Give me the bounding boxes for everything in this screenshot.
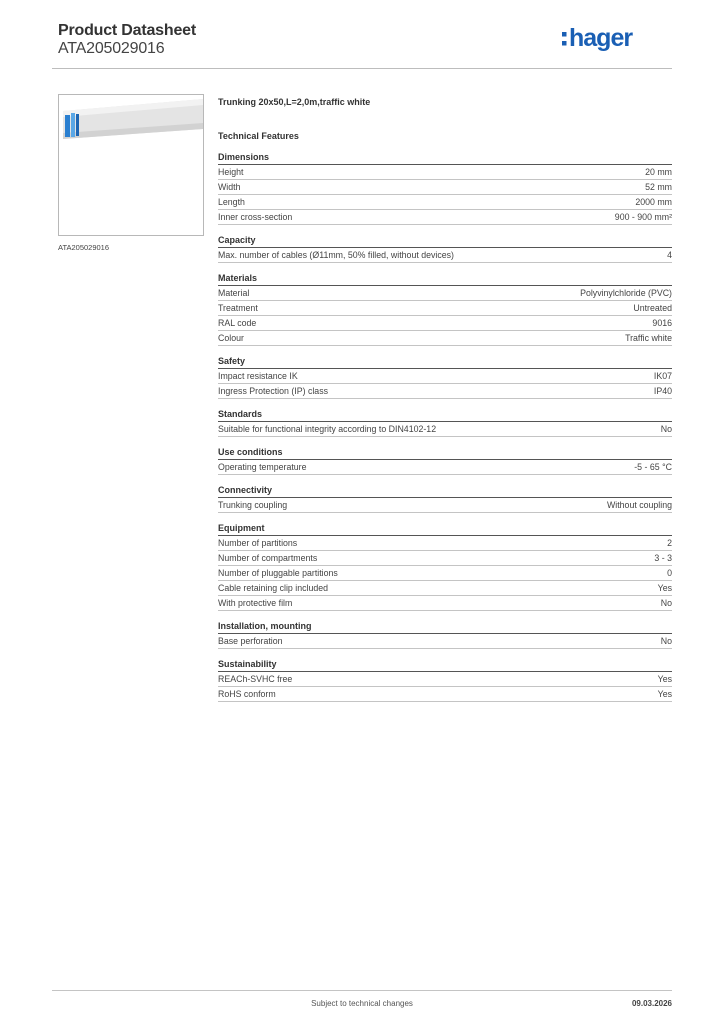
feature-value: 20 mm bbox=[645, 167, 672, 177]
product-reference: ATA205029016 bbox=[58, 40, 165, 57]
feature-value: Untreated bbox=[633, 303, 672, 313]
feature-label: Ingress Protection (IP) class bbox=[218, 386, 328, 396]
feature-value: Without coupling bbox=[606, 500, 672, 510]
group-title: Materials bbox=[218, 272, 672, 286]
feature-group bbox=[218, 408, 672, 437]
feature-label: RoHS conform bbox=[218, 689, 276, 699]
feature-value: Yes bbox=[657, 583, 672, 593]
feature-row bbox=[218, 286, 672, 301]
feature-label: Suitable for functional integrity according to DIN4102-12 bbox=[218, 424, 437, 434]
group-title: Dimensions bbox=[218, 151, 672, 165]
product-image bbox=[58, 94, 204, 236]
feature-label: Height bbox=[218, 167, 244, 177]
feature-value: No bbox=[660, 424, 672, 434]
feature-value: IK07 bbox=[653, 371, 672, 381]
hager-logo bbox=[560, 24, 676, 60]
header-divider bbox=[52, 68, 672, 69]
feature-row bbox=[218, 165, 672, 180]
feature-row bbox=[218, 498, 672, 513]
feature-value: IP40 bbox=[653, 386, 672, 396]
group-title: Capacity bbox=[218, 234, 672, 248]
technical-features-title: Technical Features bbox=[218, 131, 299, 141]
feature-group bbox=[218, 522, 672, 611]
feature-value: Yes bbox=[657, 674, 672, 684]
feature-row bbox=[218, 566, 672, 581]
feature-label: Operating temperature bbox=[218, 462, 307, 472]
feature-label: Number of pluggable partitions bbox=[218, 568, 338, 578]
feature-group bbox=[218, 234, 672, 263]
feature-value: No bbox=[660, 636, 672, 646]
feature-row bbox=[218, 596, 672, 611]
feature-row bbox=[218, 634, 672, 649]
feature-value: Polyvinylchloride (PVC) bbox=[580, 288, 672, 298]
page-title: Product Datasheet bbox=[58, 22, 196, 39]
feature-value: 2000 mm bbox=[635, 197, 672, 207]
feature-value: Traffic white bbox=[625, 333, 672, 343]
feature-label: Inner cross-section bbox=[218, 212, 293, 222]
feature-label: Width bbox=[218, 182, 241, 192]
feature-row bbox=[218, 331, 672, 346]
feature-row bbox=[218, 369, 672, 384]
group-title: Use conditions bbox=[218, 446, 672, 460]
feature-value: 52 mm bbox=[645, 182, 672, 192]
image-caption: ATA205029016 bbox=[58, 243, 110, 252]
feature-label: Material bbox=[218, 288, 250, 298]
feature-label: Cable retaining clip included bbox=[218, 583, 329, 593]
feature-group bbox=[218, 151, 672, 225]
feature-group bbox=[218, 272, 672, 346]
feature-row bbox=[218, 248, 672, 263]
feature-row bbox=[218, 180, 672, 195]
feature-row bbox=[218, 581, 672, 596]
group-title: Connectivity bbox=[218, 484, 672, 498]
feature-label: Colour bbox=[218, 333, 244, 343]
feature-row bbox=[218, 301, 672, 316]
feature-group bbox=[218, 658, 672, 702]
feature-group bbox=[218, 446, 672, 475]
feature-row bbox=[218, 551, 672, 566]
feature-group bbox=[218, 484, 672, 513]
feature-row bbox=[218, 422, 672, 437]
feature-value: No bbox=[660, 598, 672, 608]
feature-label: Length bbox=[218, 197, 245, 207]
feature-label: Number of compartments bbox=[218, 553, 318, 563]
feature-row bbox=[218, 687, 672, 702]
group-title: Equipment bbox=[218, 522, 672, 536]
feature-row bbox=[218, 384, 672, 399]
feature-value: 9016 bbox=[652, 318, 672, 328]
footer-note: Subject to technical changes bbox=[311, 999, 413, 1008]
product-name: Trunking 20x50,L=2,0m,traffic white bbox=[218, 97, 371, 107]
feature-value: 4 bbox=[667, 250, 672, 260]
feature-row bbox=[218, 316, 672, 331]
specifications bbox=[218, 95, 672, 711]
feature-group bbox=[218, 620, 672, 649]
group-title: Sustainability bbox=[218, 658, 672, 672]
feature-label: Max. number of cables (Ø11mm, 50% filled, without devices) bbox=[218, 250, 454, 260]
feature-row bbox=[218, 672, 672, 687]
feature-value: 900 - 900 mm² bbox=[614, 212, 672, 222]
feature-group bbox=[218, 355, 672, 399]
feature-label: Impact resistance IK bbox=[218, 371, 298, 381]
feature-row bbox=[218, 210, 672, 225]
group-title: Safety bbox=[218, 355, 672, 369]
feature-value: -5 - 65 °C bbox=[634, 462, 672, 472]
feature-label: Number of partitions bbox=[218, 538, 298, 548]
feature-label: Treatment bbox=[218, 303, 258, 313]
feature-label: Base perforation bbox=[218, 636, 283, 646]
feature-value: Yes bbox=[657, 689, 672, 699]
feature-row bbox=[218, 460, 672, 475]
group-title: Installation, mounting bbox=[218, 620, 672, 634]
footer-date: 09.03.2026 bbox=[631, 999, 672, 1008]
feature-label: Trunking coupling bbox=[218, 500, 288, 510]
feature-label: With protective film bbox=[218, 598, 293, 608]
feature-label: RAL code bbox=[218, 318, 257, 328]
feature-groups bbox=[218, 151, 672, 702]
feature-value: 0 bbox=[667, 568, 672, 578]
feature-value: 2 bbox=[667, 538, 672, 548]
feature-label: REACh-SVHC free bbox=[218, 674, 293, 684]
feature-row bbox=[218, 195, 672, 210]
svg-text:hager: hager bbox=[569, 24, 633, 52]
footer-divider bbox=[52, 990, 672, 991]
feature-value: 3 - 3 bbox=[654, 553, 672, 563]
feature-row bbox=[218, 536, 672, 551]
group-title: Standards bbox=[218, 408, 672, 422]
